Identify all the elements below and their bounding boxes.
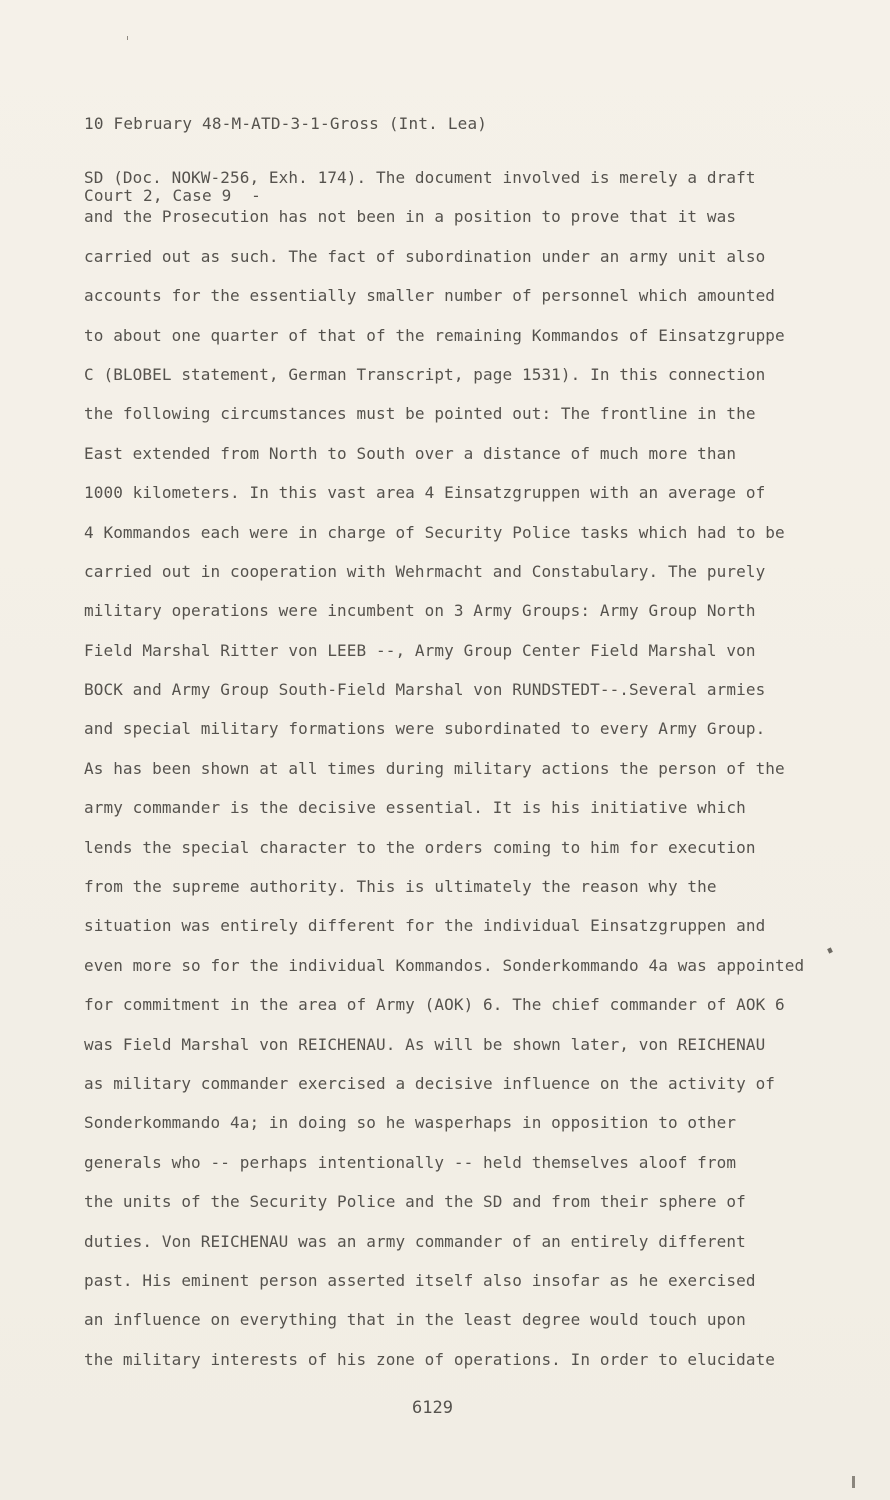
body-line: the following circumstances must be pointed out: The frontline in the bbox=[84, 404, 756, 424]
body-line: for commitment in the area of Army (AOK) 6. The chief commander of AOK 6 bbox=[84, 995, 785, 1015]
body-line: situation was entirely different for the individual Einsatzgruppen and bbox=[84, 916, 766, 936]
body-line: BOCK and Army Group South-Field Marshal von RUNDSTEDT--.Several armies bbox=[84, 680, 766, 700]
body-line: was Field Marshal von REICHENAU. As will be shown later, von REICHENAU bbox=[84, 1034, 766, 1054]
body-line: as military commander exercised a decisive influence on the activity of bbox=[84, 1073, 776, 1093]
body-line: East extended from North to South over a distance of much more than bbox=[84, 443, 737, 463]
body-line: and special military formations were subordinated to every Army Group. bbox=[84, 719, 766, 739]
header-line-1: 10 February 48-M-ATD-3-1-Gross (Int. Lea) bbox=[84, 114, 488, 133]
body-line: even more so for the individual Kommandos. Sonderkommando 4a was appointed bbox=[84, 955, 805, 975]
body-line: SD (Doc. NOKW-256, Exh. 174). The document involved is merely a draft bbox=[84, 168, 756, 187]
body-line: an influence on everything that in the least degree would touch upon bbox=[84, 1310, 746, 1330]
margin-mark bbox=[827, 947, 833, 953]
body-line: duties. Von REICHENAU was an army commander of an entirely different bbox=[84, 1231, 746, 1251]
body-line: accounts for the essentially smaller number of personnel which amounted bbox=[84, 286, 776, 306]
paper-mark bbox=[127, 36, 128, 40]
body-line: carried out as such. The fact of subordination under an army unit also bbox=[84, 246, 766, 266]
body-line: lends the special character to the orders coming to him for execution bbox=[84, 837, 756, 857]
body-line: the units of the Security Police and the SD and from their sphere of bbox=[84, 1192, 746, 1212]
body-line: to about one quarter of that of the remaining Kommandos of Einsatzgruppe bbox=[84, 325, 785, 345]
body-line: 1000 kilometers. In this vast area 4 Einsatzgruppen with an average of bbox=[84, 483, 766, 503]
body-line: As has been shown at all times during military actions the person of the bbox=[84, 758, 785, 778]
document-body bbox=[84, 158, 814, 1379]
body-line: the military interests of his zone of operations. In order to elucidate bbox=[84, 1349, 776, 1369]
edge-mark bbox=[852, 1476, 855, 1488]
body-line: generals who -- perhaps intentionally -- held themselves aloof from bbox=[84, 1152, 737, 1172]
header-line-2: Court 2, Case 9 - bbox=[84, 186, 261, 205]
page-number: 6129 bbox=[412, 1398, 453, 1418]
body-line: Sonderkommando 4a; in doing so he wasperhaps in opposition to other bbox=[84, 1113, 737, 1133]
body-line: military operations were incumbent on 3 Army Groups: Army Group North bbox=[84, 601, 756, 621]
body-line: army commander is the decisive essential. It is his initiative which bbox=[84, 798, 746, 818]
body-line: past. His eminent person asserted itself also insofar as he exercised bbox=[84, 1270, 756, 1290]
body-line: 4 Kommandos each were in charge of Security Police tasks which had to be bbox=[84, 522, 785, 542]
body-line: from the supreme authority. This is ultimately the reason why the bbox=[84, 877, 717, 897]
body-line: and the Prosecution has not been in a position to prove that it was bbox=[84, 207, 737, 227]
body-line: C (BLOBEL statement, German Transcript, page 1531). In this connection bbox=[84, 364, 766, 384]
body-line: carried out in cooperation with Wehrmacht and Constabulary. The purely bbox=[84, 561, 766, 581]
body-line: Field Marshal Ritter von LEEB --, Army Group Center Field Marshal von bbox=[84, 640, 756, 660]
